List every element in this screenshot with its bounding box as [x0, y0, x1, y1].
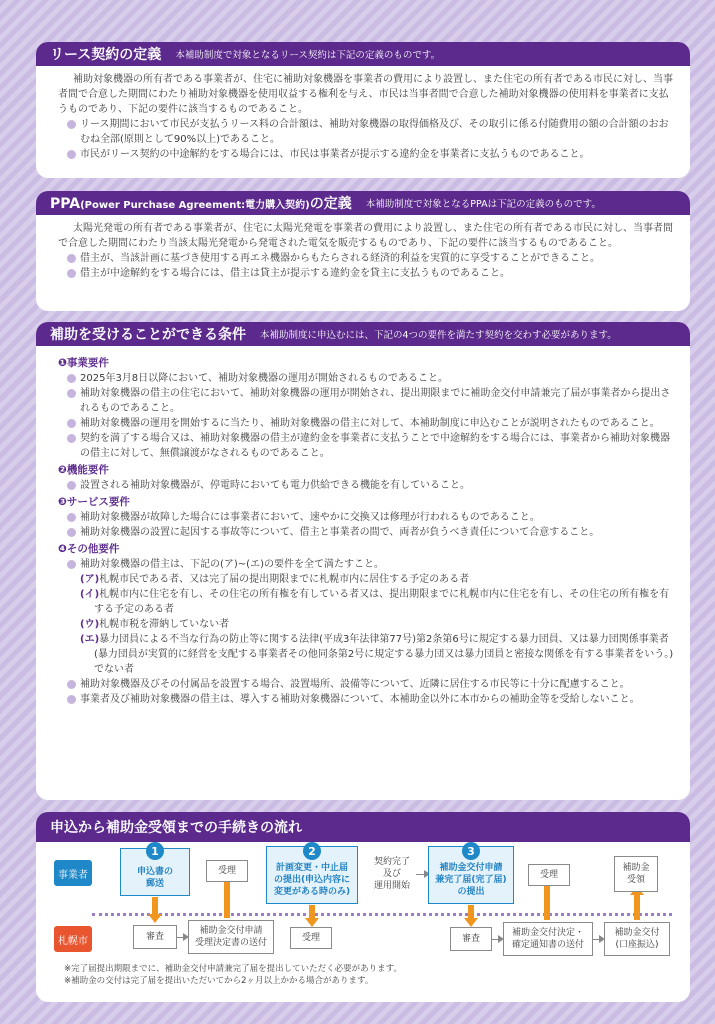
ppa-title [50, 193, 352, 213]
decision1-label: 補助金交付申請 受理決定書の送付 [194, 926, 267, 948]
ppa-subtitle: 本補助制度で対象となるPPAは下記の定義のものです。 [365, 199, 601, 210]
sub-text: 暴力団員による不当な行為の防止等に関する法律(平成3年法律第77号)第2条第6号に規定する暴力団員、又は暴力団関係事業者(暴力団員が実質的に経営を支配する事業者その他同条第2号に規定する暴力団又は暴力団員と密接な関係を有する事業者をいう。)でない者 [94, 634, 674, 675]
flow-diagram [36, 812, 690, 1002]
ppa-title-paren: (Power Purchase Agreement:電力購入契約) [80, 200, 310, 211]
lane-divider [92, 913, 672, 916]
arrow-right-icon [177, 937, 187, 938]
contract-box [366, 852, 418, 896]
arrow-right-icon [593, 939, 603, 940]
req4-sub-item [58, 632, 676, 677]
arrow-up-icon [224, 880, 230, 918]
sub-text: 札幌市税を滞納していない者 [99, 619, 230, 630]
req1-title: ❶事業要件 [58, 357, 109, 369]
req1-bullet: 補助対象機器の運用を開始するに当たり、補助対象機器の借主に対して、本補助制度に申込むことが説明されたものであること。 [58, 416, 676, 431]
req3-bullet: 補助対象機器が故障した場合には事業者において、速やかに交換又は修理が行われるものであること。 [58, 510, 676, 525]
decision2-box [503, 922, 593, 956]
arrow-right-icon [416, 874, 428, 875]
sub-mark: (ア) [80, 574, 100, 585]
step3-number: 3 [462, 842, 480, 860]
conditions-body [36, 346, 690, 707]
arrow-down-icon [152, 897, 158, 915]
payment-label: 補助金交付 (口座振込) [614, 928, 660, 950]
sub-mark: (エ) [80, 634, 100, 645]
ppa-bullet: 借主が、当該計画に基づき使用する再エネ機器からもたらされる経済的利益を実質的に享受することができること。 [58, 251, 676, 266]
lease-bullet: 市民がリース契約の中途解約をする場合には、市民は事業者が提示する違約金を事業者に支払うものであること。 [58, 147, 676, 162]
lease-bullet: リース期間において市民が支払うリース料の合計額は、補助対象機器の取得価格及び、その取引に係る付随費用の額の合計額のおおむね全部(原則として90%以上)であること。 [58, 117, 676, 147]
sub-text: 札幌市民である者、又は完了届の提出期限までに札幌市内に居住する予定のある者 [99, 574, 470, 585]
req2-bullet: 設置される補助対象機器が、停電時においても電力供給できる機能を有していること。 [58, 478, 676, 493]
receive-label: 補助金 受領 [622, 863, 650, 885]
step2-label: 計画変更・中止届 の提出(申込内容に 変更がある時のみ) [273, 863, 351, 897]
conditions-header [36, 322, 690, 346]
lease-title: リース契約の定義 [50, 47, 162, 63]
lease-header [36, 42, 690, 66]
req4-bullet: 補助対象機器及びその付属品を設置する場合、設置場所、設備等について、近隣に居住する市民等に十分に配慮すること。 [58, 677, 676, 692]
arrow-up-icon [544, 884, 550, 920]
lease-panel [36, 42, 690, 178]
lane-business: 事業者 [54, 860, 92, 886]
review-label: 審査 [145, 932, 164, 942]
step1-label: 申込書の 郵送 [136, 867, 173, 889]
flow-panel [36, 812, 690, 1002]
req4-title: ❹その他要件 [58, 543, 120, 555]
accept-label: 受理 [539, 870, 558, 880]
req2-title: ❷機能要件 [58, 464, 109, 476]
arrow-down-icon [468, 905, 474, 919]
conditions-subtitle: 本補助制度に申込むには、下記の4つの要件を満たす契約を交わす必要があります。 [260, 330, 617, 341]
sub-mark: (ウ) [80, 619, 100, 630]
accept2-box [290, 927, 332, 949]
req4-intro: 補助対象機器の借主は、下記の(ア)~(エ)の要件を全て満たすこと。 [58, 557, 676, 572]
flow-title: 申込から補助金受領までの手続きの流れ [50, 820, 302, 836]
decision1-box [188, 920, 274, 954]
review-box [133, 925, 177, 949]
conditions-panel [36, 322, 690, 800]
conditions-title: 補助を受けることができる条件 [50, 327, 246, 343]
step1-number: 1 [146, 842, 164, 860]
ppa-title-suffix: の定義 [309, 196, 352, 212]
lane-city: 札幌市 [54, 926, 92, 952]
req1-bullet: 契約を満了する場合又は、補助対象機器の借主が違約金を事業者に支払うことで中途解約をする場合には、事業者から補助対象機器の借主に対して、無償譲渡がなされるものであること。 [58, 431, 676, 461]
arrow-down-icon [309, 905, 315, 919]
accept1-box [206, 860, 248, 882]
accept-label: 受理 [217, 866, 236, 876]
accept3-box [528, 864, 570, 886]
req3-bullet: 補助対象機器の設置に起因する事故等について、借主と事業者の間で、両者が負うべき責任について合意すること。 [58, 525, 676, 540]
req4-sub-item [58, 572, 676, 587]
step2-number: 2 [303, 842, 321, 860]
req3-title: ❸サービス要件 [58, 496, 130, 508]
req4-sub-item [58, 617, 676, 632]
flow-note: ※補助金の交付は完了届を提出いただいてから2ヶ月以上かかる場合があります。 [64, 976, 374, 986]
contract-label: 契約完了 及び 運用開始 [373, 857, 410, 891]
payment-box [604, 922, 670, 956]
ppa-paragraph: 太陽光発電の所有者である事業者が、住宅に太陽光発電を事業者の費用により設置し、また住宅の所有者である市民に対し、当事者間で合意した期間にわたり当該太陽光発電から発電された電気を販売するものであり、下記の要件に該当するものであること。 [58, 223, 673, 249]
req1-bullet: 2025年3月8日以降において、補助対象機器の運用が開始されるものであること。 [58, 371, 676, 386]
arrow-right-icon [492, 939, 502, 940]
req4-bullet: 事業者及び補助対象機器の借主は、導入する補助対象機器について、本補助金以外に本市からの補助金等を受給しないこと。 [58, 692, 676, 707]
req1-bullet: 補助対象機器の借主の住宅において、補助対象機器の運用が開始され、提出期限までに補助金交付申請兼完了届が事業者から提出されるものであること。 [58, 386, 676, 416]
lease-body [36, 66, 690, 162]
ppa-header [36, 191, 690, 215]
flow-note: ※完了届提出期限までに、補助金交付申請兼完了届を提出していただく必要があります。 [64, 964, 402, 974]
lease-subtitle: 本補助制度で対象となるリース契約は下記の定義のものです。 [175, 50, 441, 61]
step3-label: 補助金交付申請 兼完了届(完了届) の提出 [435, 863, 507, 897]
req4-sub-item [58, 587, 676, 617]
ppa-panel [36, 191, 690, 311]
review-label: 審査 [461, 934, 480, 944]
ppa-body [36, 215, 690, 281]
decision2-label: 補助金交付決定・ 確定通知書の送付 [511, 928, 584, 950]
ppa-bullet: 借主が中途解約をする場合には、借主は貸主が提示する違約金を貸主に支払うものであること。 [58, 266, 676, 281]
arrow-up-icon [634, 894, 640, 920]
lease-paragraph: 補助対象機器の所有者である事業者が、住宅に補助対象機器を事業者の費用により設置し、また住宅の所有者である市民に対し、当事者間で合意した期間にわたり補助対象機器を使用収益する権利を与え、市民は当事者間で合意した補助対象機器の使用料を事業者に支払うものであり、下記の要件に該当するものであること。 [58, 74, 673, 115]
receive-box [614, 856, 658, 892]
accept-label: 受理 [301, 933, 320, 943]
sub-text: 札幌市内に住宅を有し、その住宅の所有権を有している者又は、提出期限までに札幌市内に住宅を有し、その住宅の所有権を有する予定のある者 [94, 589, 670, 615]
ppa-title-main: PPA [50, 196, 81, 212]
sub-mark: (イ) [80, 589, 100, 600]
review2-box [450, 927, 492, 951]
